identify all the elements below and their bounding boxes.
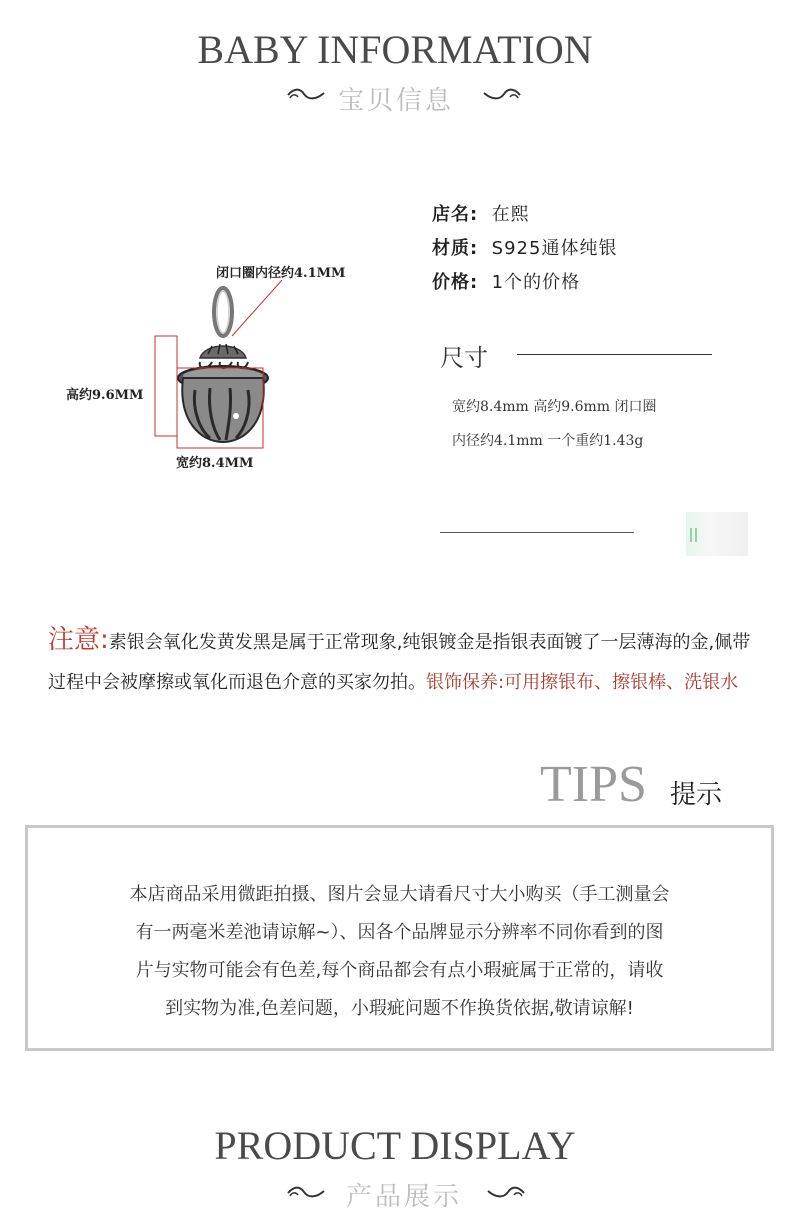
section-subtitle: 产品展示: [346, 1182, 463, 1212]
tips-content: [28, 876, 771, 1028]
section-subtitle: 宝贝信息: [338, 86, 455, 116]
notice-body: 素银会氧化发黄发黑是属于正常现象,纯银镀金是指银表面镀了一层薄海的金,佩带过程中会被摩擦或氧化而退色介意的买家勿拍。: [48, 632, 751, 693]
size-heading: 尺寸: [440, 344, 488, 372]
info-label: 材质:: [432, 238, 479, 259]
section-title: PRODUCT DISPLAY: [214, 1123, 576, 1168]
info-row-material: [432, 234, 617, 268]
height-label: 高约9.6MM: [66, 388, 144, 403]
tips-line: 本店商品采用微距拍摄、图片会显大请看尺寸大小购买（手工测量会: [129, 884, 670, 905]
size-line: 内径约4.1mm 一个重约1.43g: [452, 433, 644, 449]
tips-line: 片与实物可能会有色差,每个商品都会有点小瑕疵属于正常的，请收: [135, 960, 664, 981]
tips-line: 有一两毫米差池请谅解~）、因各个品牌显示分辨率不同你看到的图: [135, 922, 664, 943]
info-value: S925通体纯银: [491, 238, 618, 259]
divider: [440, 532, 634, 533]
tips-box: [25, 825, 774, 1051]
info-label: 价格:: [432, 272, 479, 293]
section-title: BABY INFORMATION: [197, 27, 593, 72]
swirl-ornament-right-icon: [482, 88, 522, 102]
tips-title: TIPS: [540, 756, 647, 813]
tips-line: 到实物为准,色差问题，小瑕疵问题不作换货依据,敬请谅解!: [165, 998, 634, 1019]
inner-diameter-label: 闭口圈内径约4.1MM: [216, 266, 346, 281]
width-label: 宽约8.4MM: [176, 456, 254, 471]
info-row-price: [432, 268, 617, 302]
info-value: 1个的价格: [491, 272, 581, 293]
size-line: 宽约8.4mm 高约9.6mm 闭口圈: [452, 399, 657, 415]
info-row-shop: [432, 200, 617, 234]
care-instructions: 银饰保养:可用擦银布、擦银棒、洗银水: [426, 672, 739, 693]
notice-paragraph: [48, 620, 764, 703]
tips-subtitle: 提示: [670, 780, 723, 810]
info-value: 在熙: [491, 204, 530, 225]
bell-pendant-image: [60, 250, 390, 480]
swirl-ornament-left-icon: [286, 88, 326, 102]
thumbnail-placeholder: [686, 512, 748, 556]
product-image: [60, 250, 390, 480]
swirl-ornament-right-icon: [486, 1186, 526, 1200]
divider: [517, 354, 712, 355]
info-label: 店名:: [432, 204, 479, 225]
notice-label: 注意:: [48, 625, 109, 655]
swirl-ornament-left-icon: [286, 1186, 326, 1200]
info-list: [432, 200, 617, 302]
